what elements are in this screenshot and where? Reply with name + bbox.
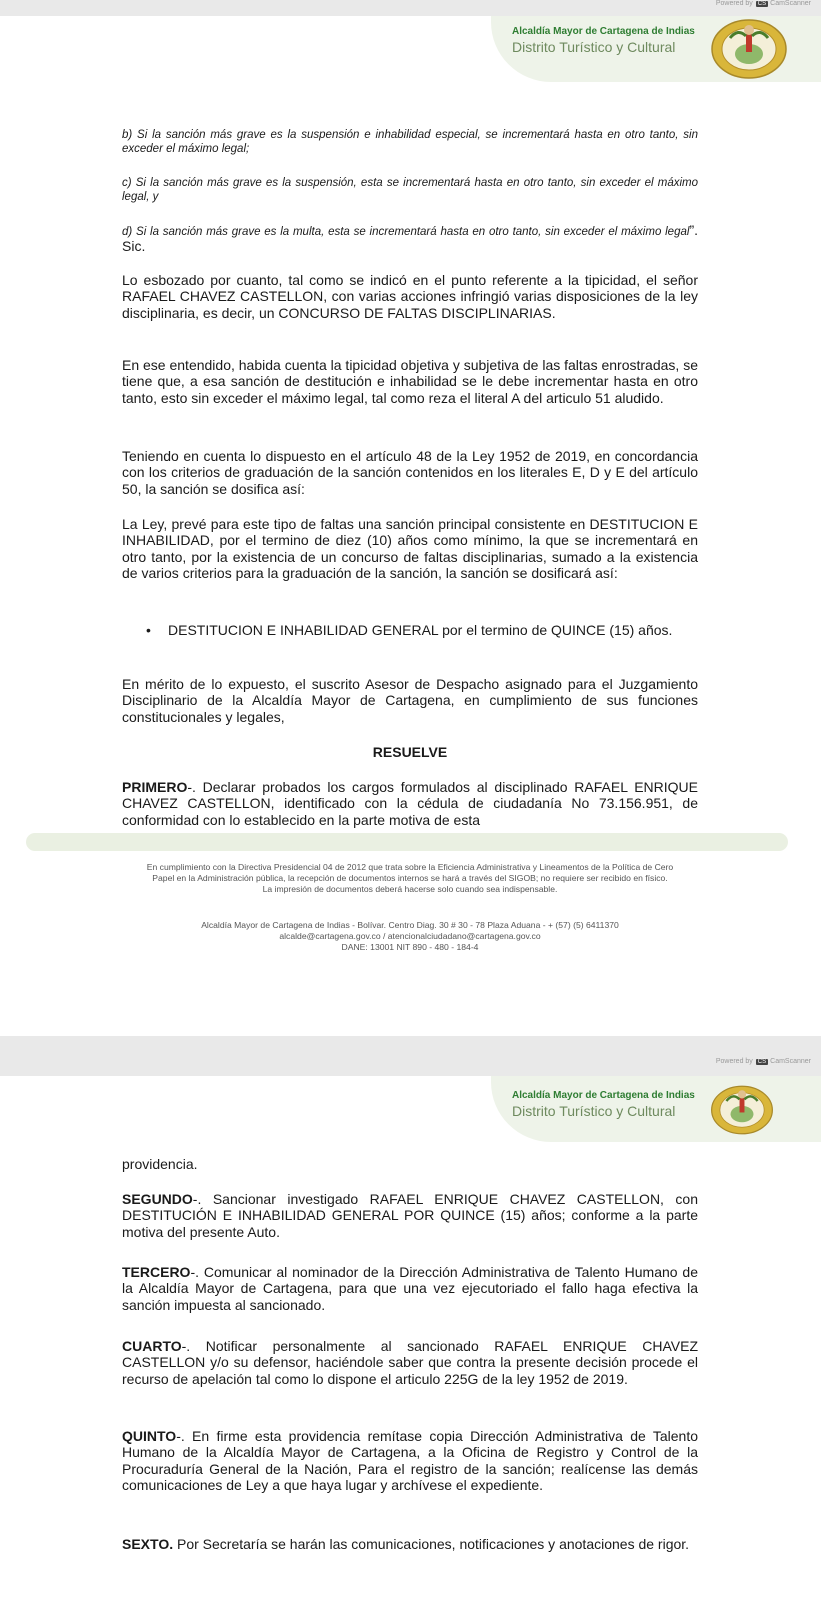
providencia-text: providencia. [122,1156,198,1172]
segundo-paragraph [122,1191,698,1240]
paragraph-d-text: d) Si la sanción más grave es la multa, esta se incrementará hasta en otro tanto, sin exceder el máximo legal [122,226,690,238]
primero-paragraph [122,779,698,828]
tercero-text: -. Comunicar al nominador de la Dirección Administrativa de Talento Humano de la Alcaldía Mayor de Cartagena, para que una vez ejecutoriado el fallo haga efectiva la sanción impuesta al sancionado. [122,1264,698,1313]
footer-note [40,862,780,895]
bullet-item: DESTITUCION E INHABILIDAD GENERAL por el termino de QUINCE (15) años. [168,622,673,638]
address-line-3: DANE: 13001 NIT 890 - 480 - 184-4 [341,942,479,952]
address-line-1: Alcaldía Mayor de Cartagena de Indias - Bolívar. Centro Diag. 30 # 30 - 78 Plaza Aduana - + (57) (5) 6411370 [201,920,619,930]
sexto-paragraph [122,1536,698,1552]
segundo-label: SEGUNDO [122,1191,193,1207]
footer-note-line-2: Papel en la Administración pública, la recepción de documentos internos se hará a través del SIGOB; no requiere ser recibido en físico. [152,873,668,883]
paragraph-3: Teniendo en cuenta lo dispuesto en el artículo 48 de la Ley 1952 de 2019, en concordancia con los criterios de graduación de la sanción contenidos en los literales E, D y E del artículo 50, la sanción se dosifica así: [122,448,698,497]
header-subtitle: Distrito Turístico y Cultural [512,39,676,55]
primero-text: -. Declarar probados los cargos formulados al disciplinado RAFAEL ENRIQUE CHAVEZ CASTELLON, identificado con la cédula de ciudadanía No 73.156.951, de conformidad con lo establecido en la parte motiva de esta [122,779,698,828]
footer-address [40,920,780,953]
camscanner-icon: CS [757,1,767,7]
paragraph-4: La Ley, prevé para este tipo de faltas una sanción principal consistente en DESTITUCION E INHABILIDAD, por el termino de diez (10) años como mínimo, la que se incrementará en otro tanto, por la existencia de un concurso de faltas disciplinarias, sumado a la existencia de varios criterios para la graduación de la sanción, la sanción se dosificará así: [122,516,698,582]
camscanner-watermark-middle [716,1058,811,1065]
quinto-label: QUINTO [122,1428,177,1444]
segundo-text: -. Sancionar investigado RAFAEL ENRIQUE CHAVEZ CASTELLON, con DESTITUCIÓN E INHABILIDAD GENERAL POR QUINCE (15) años; conforme a la parte motiva del presente Auto. [122,1191,698,1240]
header-title: Alcaldía Mayor de Cartagena de Indias [512,1090,695,1101]
paragraph-c: c) Si la sanción más grave es la suspensión, esta se incrementará hasta en otro tanto, sin exceder el máximo legal, y [122,177,698,203]
sexto-label: SEXTO. [122,1536,174,1552]
bullet-icon: • [146,622,151,638]
tercero-label: TERCERO [122,1264,191,1280]
document-page-1 [0,16,821,1036]
footer-note-line-3: La impresión de documentos deberá hacerse solo cuando sea indispensable. [262,884,558,894]
header-title: Alcaldía Mayor de Cartagena de Indias [512,26,695,37]
footer-note-line-1: En cumplimiento con la Directiva Presidencial 04 de 2012 que trata sobre la Eficiencia Administrativa y Lineamentos de la Política de Cero [146,862,674,872]
powered-by-label: Powered by [715,1058,753,1065]
cuarto-label: CUARTO [122,1338,182,1354]
tercero-paragraph [122,1264,698,1313]
quinto-paragraph [122,1428,698,1494]
city-seal-icon [710,18,788,80]
quinto-text: -. En firme esta providencia remítase copia Dirección Administrativa de Talento Humano de la Alcaldía Mayor de Cartagena, a la Oficina de Registro y Control de la Procuraduría General de la Nación, Para el registro de la sanción; realícense las demás comunicaciones de Ley a que haya lugar y archívese el expediente. [122,1428,698,1494]
document-page-2 [0,1076,821,1600]
paragraph-5: En mérito de lo expuesto, el suscrito Asesor de Despacho asignado para el Juzgamiento Disciplinario de la Alcaldía Mayor de Cartagena, en cumplimiento de sus funciones constitucionales y legales, [122,676,698,725]
camscanner-watermark-top [716,0,811,7]
cuarto-paragraph [122,1338,698,1387]
paragraph-2: En ese entendido, habida cuenta la tipicidad objetiva y subjetiva de las faltas enrostradas, se tiene que, a esa sanción de destitución e inhabilidad se le debe incrementar hasta en otro tanto, esto sin exceder el máximo legal, tal como reza el literal A del articulo 51 aludido. [122,357,698,406]
camscanner-icon: CS [757,1059,767,1065]
sexto-text: Por Secretaría se harán las comunicaciones, notificaciones y anotaciones de rigor. [173,1536,690,1552]
city-seal-icon [710,1080,774,1140]
camscanner-label: CamScanner [770,1058,811,1065]
cuarto-text: -. Notificar personalmente al sancionado RAFAEL ENRIQUE CHAVEZ CASTELLON y/o su defensor, haciéndole saber que contra la presente decisión procede el recurso de apelación tal como lo dispone el articulo 225G de la ley 1952 de 2019. [122,1338,698,1387]
address-line-2: alcalde@cartagena.gov.co / atencionalciudadano@cartagena.gov.co [279,931,541,941]
footer-band [26,833,788,851]
header-subtitle: Distrito Turístico y Cultural [512,1103,676,1119]
paragraph-1: Lo esbozado por cuanto, tal como se indicó en el punto referente a la tipicidad, el señor RAFAEL CHAVEZ CASTELLON, con varias acciones infringió varias disposiciones de la ley disciplinaria, es decir, un CONCURSO DE FALTAS DISCIPLINARIAS. [122,272,698,321]
paragraph-d-suffix: ”. Sic. [122,222,698,254]
primero-label: PRIMERO [122,779,188,795]
paragraph-d [122,223,698,255]
powered-by-label: Powered by [715,0,753,7]
resuelve-heading: RESUELVE [372,744,448,760]
paragraph-b: b) Si la sanción más grave es la suspensión e inhabilidad especial, se incrementará hasta en otro tanto, sin exceder el máximo legal; [122,129,698,155]
camscanner-label: CamScanner [770,0,811,7]
